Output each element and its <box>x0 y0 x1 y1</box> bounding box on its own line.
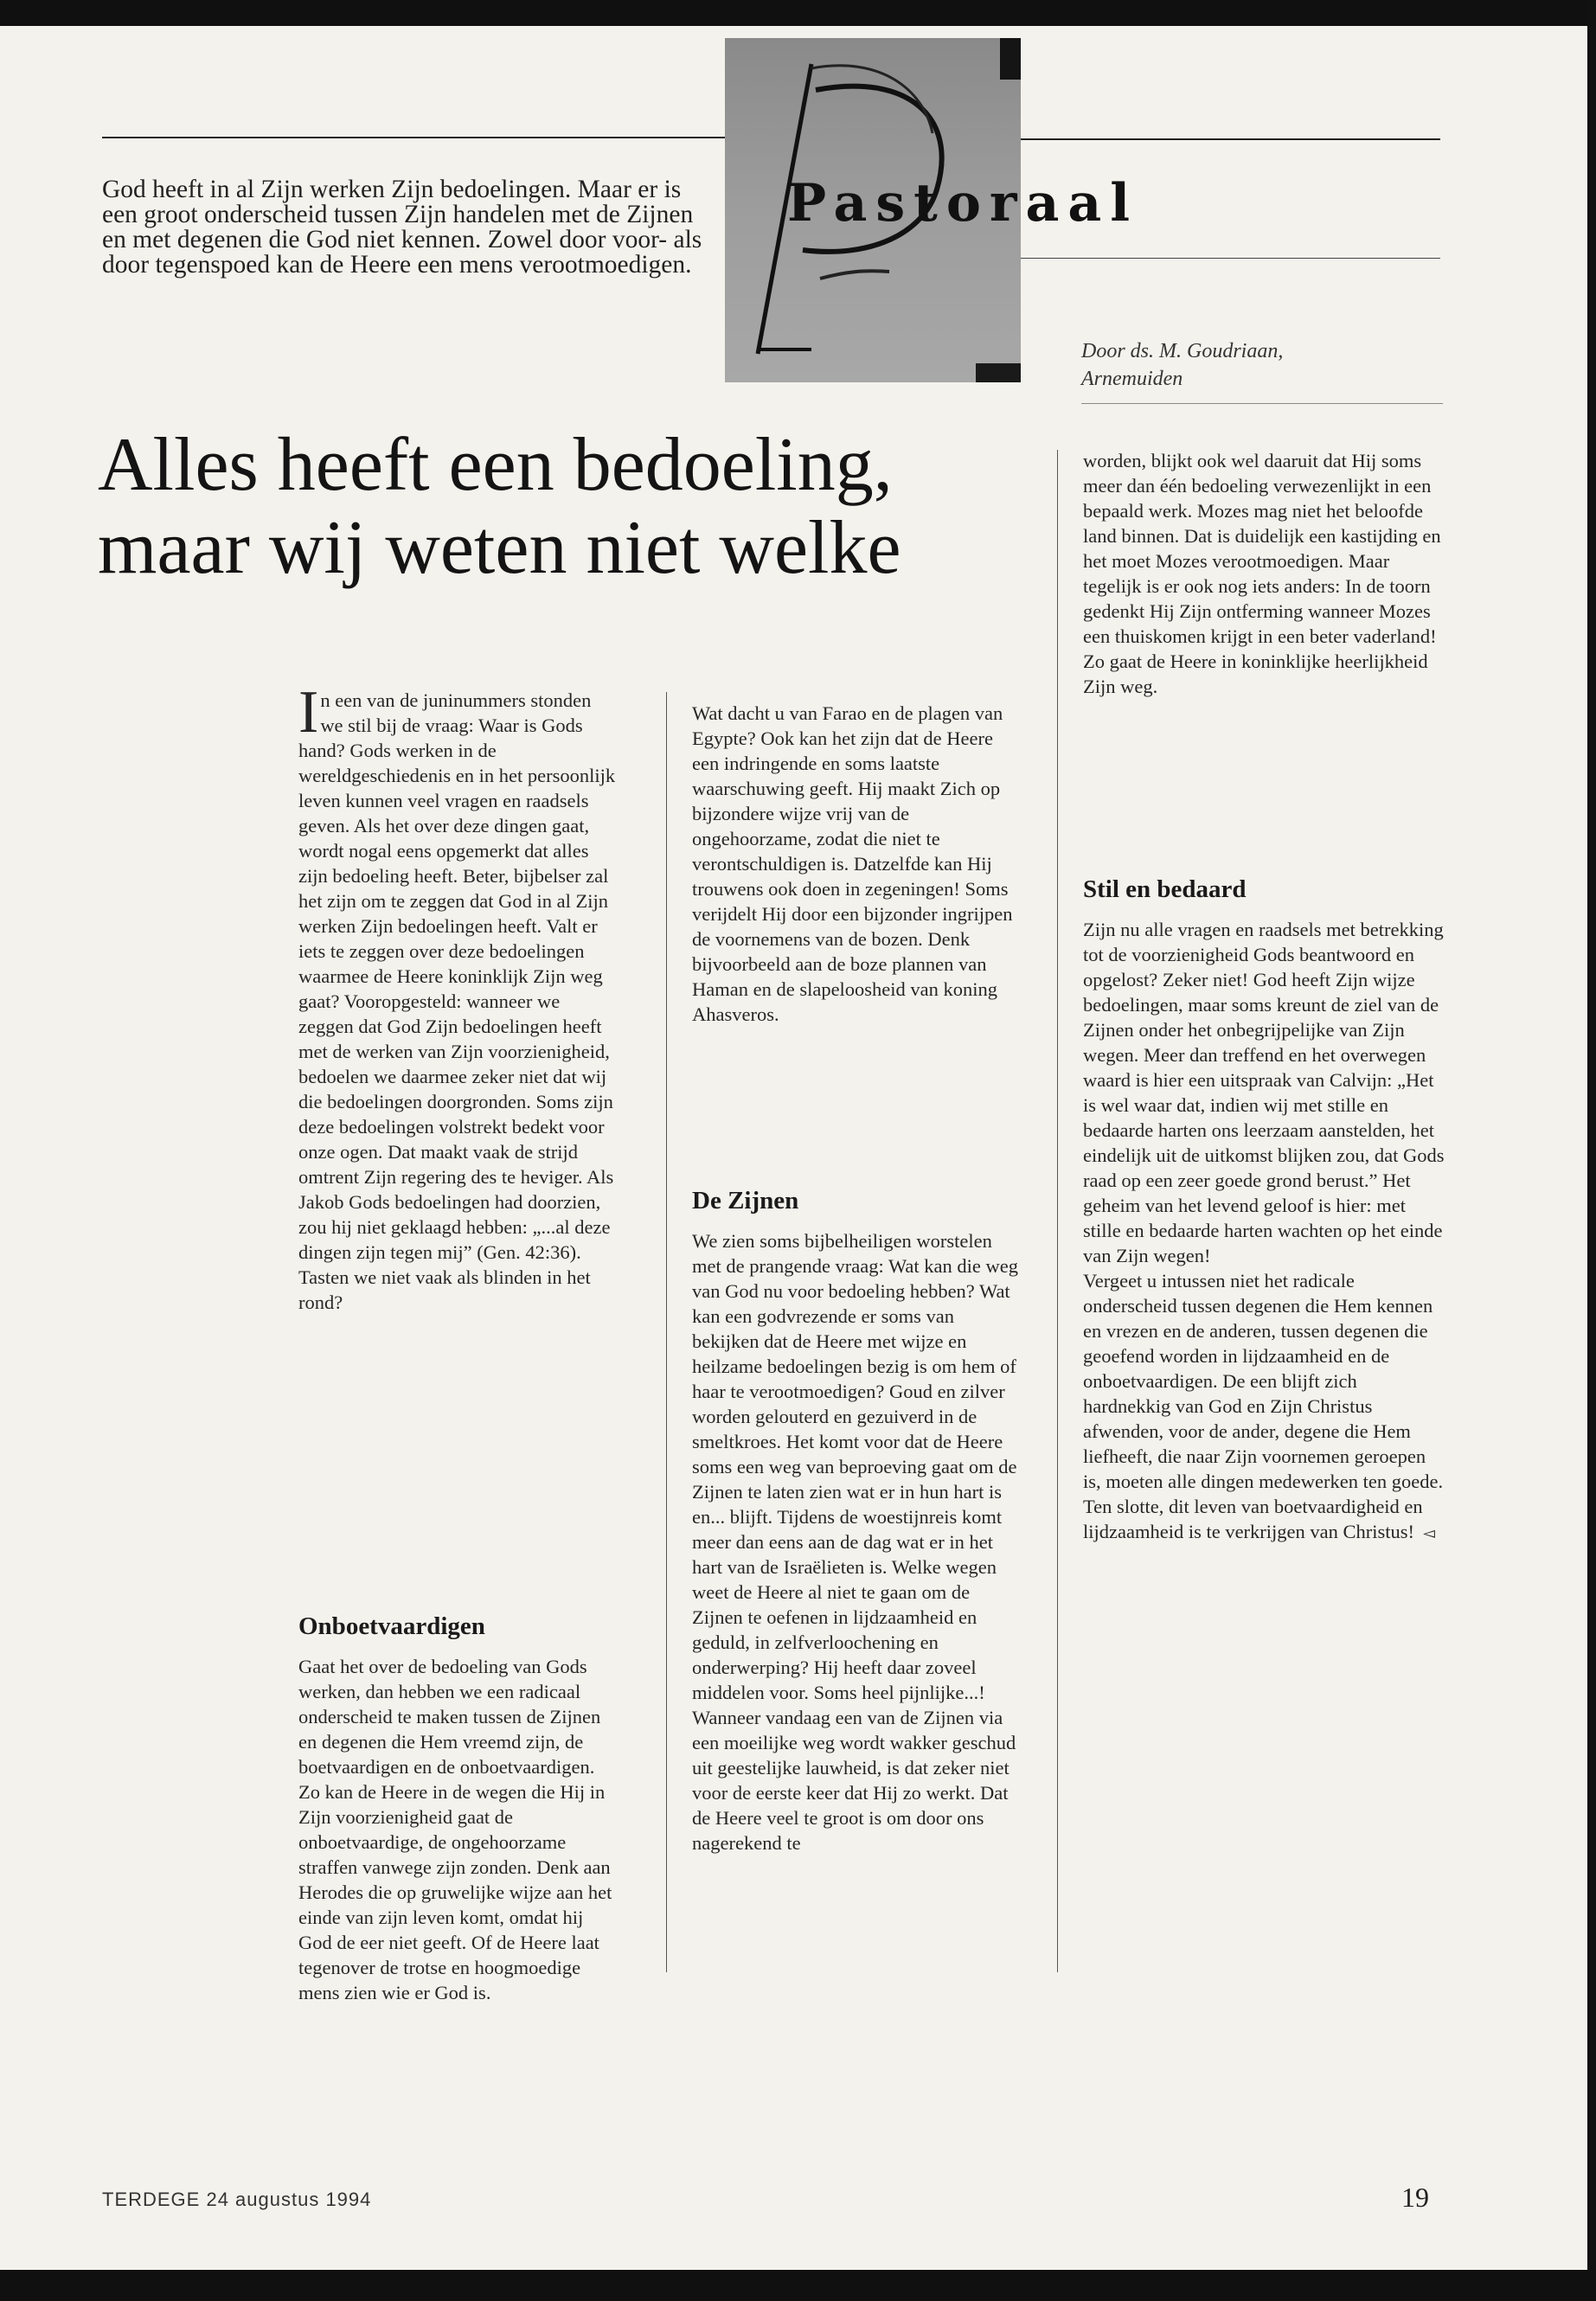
byline-rule <box>1081 403 1443 404</box>
column-divider-2 <box>1057 450 1058 1972</box>
title-line-1: Alles heeft een bedoeling, <box>98 423 893 507</box>
subheading-onboetvaardigen: Onboetvaardigen <box>298 1612 485 1640</box>
column-3-paragraph-1: worden, blijkt ook wel daaruit dat Hij soms meer dan één bedoeling verwezenlijkt in een bepaald werk. Mozes mag niet het beloofde land binnen. Dat is duidelijk een kastijding en het moet Mozes verootmoedigen. Maar tegelijk is er ook nog iets anders: In de toorn gedenkt Hij Zijn ontferming wanneer Mozes een thuiskomen krijgt in een beter vaderland! Zo gaat de Heere in koninklijke heerlijkheid Zijn weg. <box>1083 450 1441 697</box>
header-rule-left <box>102 137 725 138</box>
title-line-2: maar wij weten niet welke <box>98 506 901 590</box>
column-1 <box>298 679 619 1315</box>
column-3-text-3: Vergeet u intussen niet het radicale onderscheid tussen degenen die Hem kennen en vrezen en de anderen, tussen degenen die geoefend worden in lijdzaamheid en de onboetvaardigen. De een blijft zich hardnekkig van God en Zijn Christus afwenden, voor de ander, degene die Hem liefheeft, die naar Zijn voornemen geroepen is, moeten alle dingen medewerken ten goede. Ten slotte, dit leven van boetvaardigheid en lijdzaamheid is te verkrijgen van Christus! <box>1083 1270 1444 1542</box>
column-1-paragraph-2: Gaat het over de bedoeling van Gods werken, dan hebben we een radicaal onderscheid te maken tussen de Zijnen en degenen die Hem vreemd zijn, de boetvaardigen en de onboetvaardigen. Zo kan de Heere in de wegen die Hij in Zijn voorzienigheid gaat de onboetvaardige, de ongehoorzame straffen vanwege zijn zonden. Denk aan Herodes die op gruwelijke wijze aan het einde van zijn leven komt, omdat hij God de eer niet geeft. Of de Heere laat tegenover de trotse en hoogmoedige mens zien wie er God is. <box>298 1656 612 2003</box>
section-label: Pastoraal <box>787 173 1139 234</box>
article-title <box>98 424 1049 590</box>
byline-author: Door ds. M. Goudriaan, <box>1081 340 1284 362</box>
top-scan-border <box>0 0 1596 26</box>
column-3-part-2 <box>1083 917 1446 1546</box>
intro-text: God heeft in al Zijn werken Zijn bedoelingen. Maar er is een groot onderscheid tussen Zijn handelen met de Zijnen en met degenen die God niet kennen. Zowel door voor- als door tegenspoed kan de Heere een mens verootmoedigen. <box>102 176 702 279</box>
drop-cap: I <box>298 679 319 746</box>
footer-publication: TERDEGE 24 augustus 1994 <box>102 2189 372 2210</box>
column-3 <box>1083 448 1446 699</box>
subheading-stil-en-bedaard: Stil en bedaard <box>1083 875 1247 903</box>
column-2-part-2 <box>692 1228 1021 1856</box>
column-3-paragraph-3 <box>1083 1268 1446 1546</box>
column-2 <box>692 701 1021 1027</box>
column-3-paragraph-2: Zijn nu alle vragen en raadsels met betrekking tot de voorzienigheid Gods beantwoord en opgelost? Zeker niet! God heeft Zijn wijze bedoelingen, maar soms kreunt de ziel van de Zijnen onder het onbegrijpelijke van Zijn wegen. Meer dan treffend en het overwegen waard is hier een uitspraak van Calvijn: „Het is wel waar dat, indien wij met stille en bedaarde harten ons leerzaam aanstelden, het eindelijk uit de uitkomst blijken zou, dat Gods raad op een zeer goede grond berust.” Het geheim van het levend geloof is hier: met stille en bedaarde harten wachten op het einde van Zijn wegen! <box>1083 919 1445 1266</box>
subheading-de-zijnen: De Zijnen <box>692 1187 799 1215</box>
column-2-paragraph-2: We zien soms bijbelheiligen worstelen met de prangende vraag: Wat kan die weg van God nu voor bedoeling hebben? Wat kan een godvrezende er soms van bekijken dat de Heere met wijze en heilzame bedoelingen bezig is om hem of haar te verootmoedigen? Goud en zilver worden gelouterd en gezuiverd in de smeltkroes. Het komt voor dat de Heere soms een weg van beproeving gaat om de Zijnen te laten zien wat er in hun hart is en... blijft. Tijdens de woestijnreis komt meer dan eens aan de dag wat er in het hart van de Israëlieten is. Welke wegen weet de Heere al niet te gaan om de Zijnen te oefenen in lijdzaamheid en geduld, in zelfverloochening en onderwerping? Hij heeft daar zoveel middelen voor. Soms heel pijnlijke...! Wanneer vandaag een van de Zijnen via een moeilijke weg wordt wakker geschud uit geestelijke lauwheid, is dat zeker niet voor de eerste keer dat Hij zo werkt. Dat de Heere veel te groot is om door ons nagerekend te <box>692 1230 1018 1854</box>
byline <box>1081 337 1445 393</box>
column-1-paragraph-1 <box>298 679 619 1315</box>
right-scan-border <box>1587 0 1596 2301</box>
column-2-paragraph-1: Wat dacht u van Farao en de plagen van Egypte? Ook kan het zijn dat de Heere een indringende en soms laatste waarschuwing geeft. Hij maakt Zich op bijzondere wijze vrij van de ongehoorzame, zodat die niet te verontschuldigen is. Datzelfde kan Hij trouwens ook doen in zegeningen! Soms verijdelt Hij door een bijzonder ingrijpen de voornemens van de bozen. Denk bijvoorbeeld aan de boze plannen van Haman en de slapeloosheid van koning Ahasveros. <box>692 702 1013 1025</box>
page-number: 19 <box>1401 2182 1429 2213</box>
end-mark-icon: ◅ <box>1423 1524 1435 1541</box>
column-1-text-1: n een van de juninummers stonden we stil bij de vraag: Waar is Gods hand? Gods werken in de wereldgeschiedenis en in het persoonlijk leven kunnen veel vragen en raadsels geven. Als het over deze dingen gaat, wordt nogal eens opgemerkt dat alles zijn bedoeling heeft. Beter, bijbelser zal het zijn om te zeggen dat God in al Zijn werken Zijn bedoelingen heeft. Valt er iets te zeggen over deze bedoelingen waarmee de Heere koninklijk Zijn weg gaat? Vooropgesteld: wanneer we zeggen dat God Zijn bedoelingen heeft met de werken van Zijn voorzienigheid, bedoelen we daarmee zeker niet dat wij die bedoelingen doorgronden. Soms zijn deze bedoelingen volstrekt bedekt voor onze ogen. Dat maakt vaak de strijd omtrent Zijn regering des te heviger. Als Jakob Gods bedoelingen had doorzien, zou hij niet geklaagd hebben: „...al deze dingen zijn tegen mij” (Gen. 42:36). Tasten we niet vaak als blinden in het rond? <box>298 689 616 1313</box>
column-1-part-2 <box>298 1654 619 2005</box>
section-label-rule <box>1003 258 1440 259</box>
column-divider-1 <box>666 692 667 1972</box>
bottom-scan-border <box>0 2270 1596 2301</box>
header-rule-right <box>1003 138 1440 140</box>
byline-place: Arnemuiden <box>1081 368 1183 390</box>
